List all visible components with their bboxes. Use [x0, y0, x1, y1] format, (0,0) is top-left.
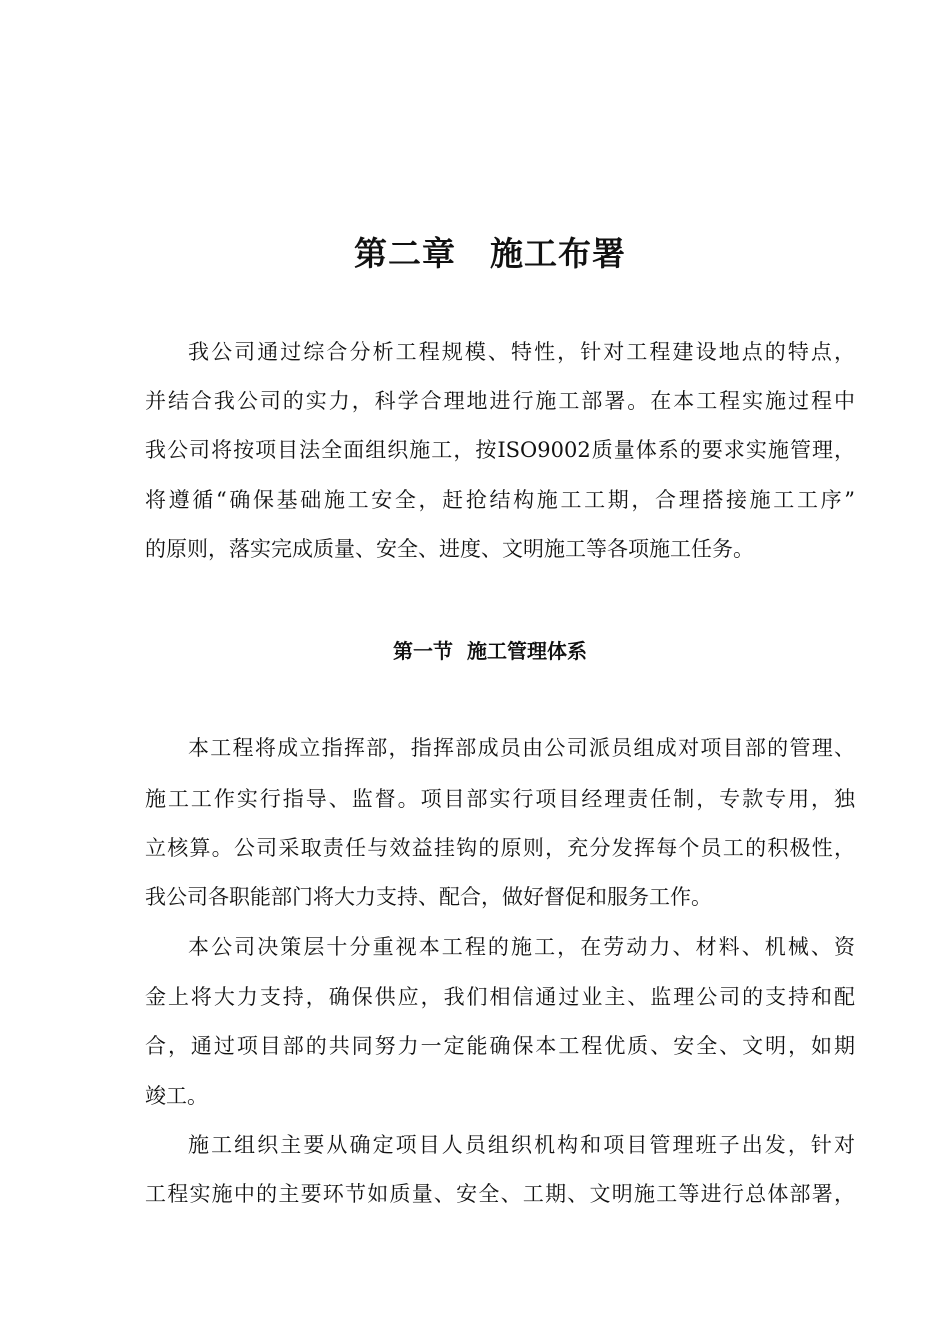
paragraph-line: 本工程将成立指挥部，指挥部成员由公司派员组成对项目部的管理、 — [188, 736, 855, 760]
intro-line: 的原则，落实完成质量、安全、进度、文明施工等各项施工任务。 — [145, 537, 754, 561]
section-title: 第一节 施工管理体系 — [393, 639, 587, 663]
paragraph-line: 竣工。 — [145, 1084, 208, 1108]
paragraph-line: 施工工作实行指导、监督。项目部实行项目经理责任制，专款专用，独 — [145, 787, 855, 811]
paragraph-line: 立核算。公司采取责任与效益挂钩的原则，充分发挥每个员工的积极性， — [145, 836, 855, 860]
paragraph-line: 工程实施中的主要环节如质量、安全、工期、文明施工等进行总体部署， — [145, 1182, 855, 1206]
paragraph-line: 本公司决策层十分重视本工程的施工，在劳动力、材料、机械、资 — [188, 935, 855, 959]
paragraph-line: 施工组织主要从确定项目人员组织机构和项目管理班子出发，针对 — [188, 1133, 855, 1157]
chapter-title: 第二章 施工布署 — [354, 234, 626, 273]
paragraph-line: 金上将大力支持，确保供应，我们相信通过业主、监理公司的支持和配 — [145, 985, 855, 1009]
intro-line: 并结合我公司的实力，科学合理地进行施工部署。在本工程实施过程中 — [145, 389, 855, 413]
intro-line: 我公司通过综合分析工程规模、特性，针对工程建设地点的特点， — [188, 340, 855, 364]
paragraph-line: 合，通过项目部的共同努力一定能确保本工程优质、安全、文明，如期 — [145, 1034, 855, 1058]
intro-line: 我公司将按项目法全面组织施工，按ISO9002质量体系的要求实施管理， — [145, 438, 855, 462]
intro-line: 将遵循“确保基础施工安全，赶抢结构施工工期，合理搭接施工工序” — [145, 488, 855, 512]
paragraph-line: 我公司各职能部门将大力支持、配合，做好督促和服务工作。 — [145, 885, 712, 909]
